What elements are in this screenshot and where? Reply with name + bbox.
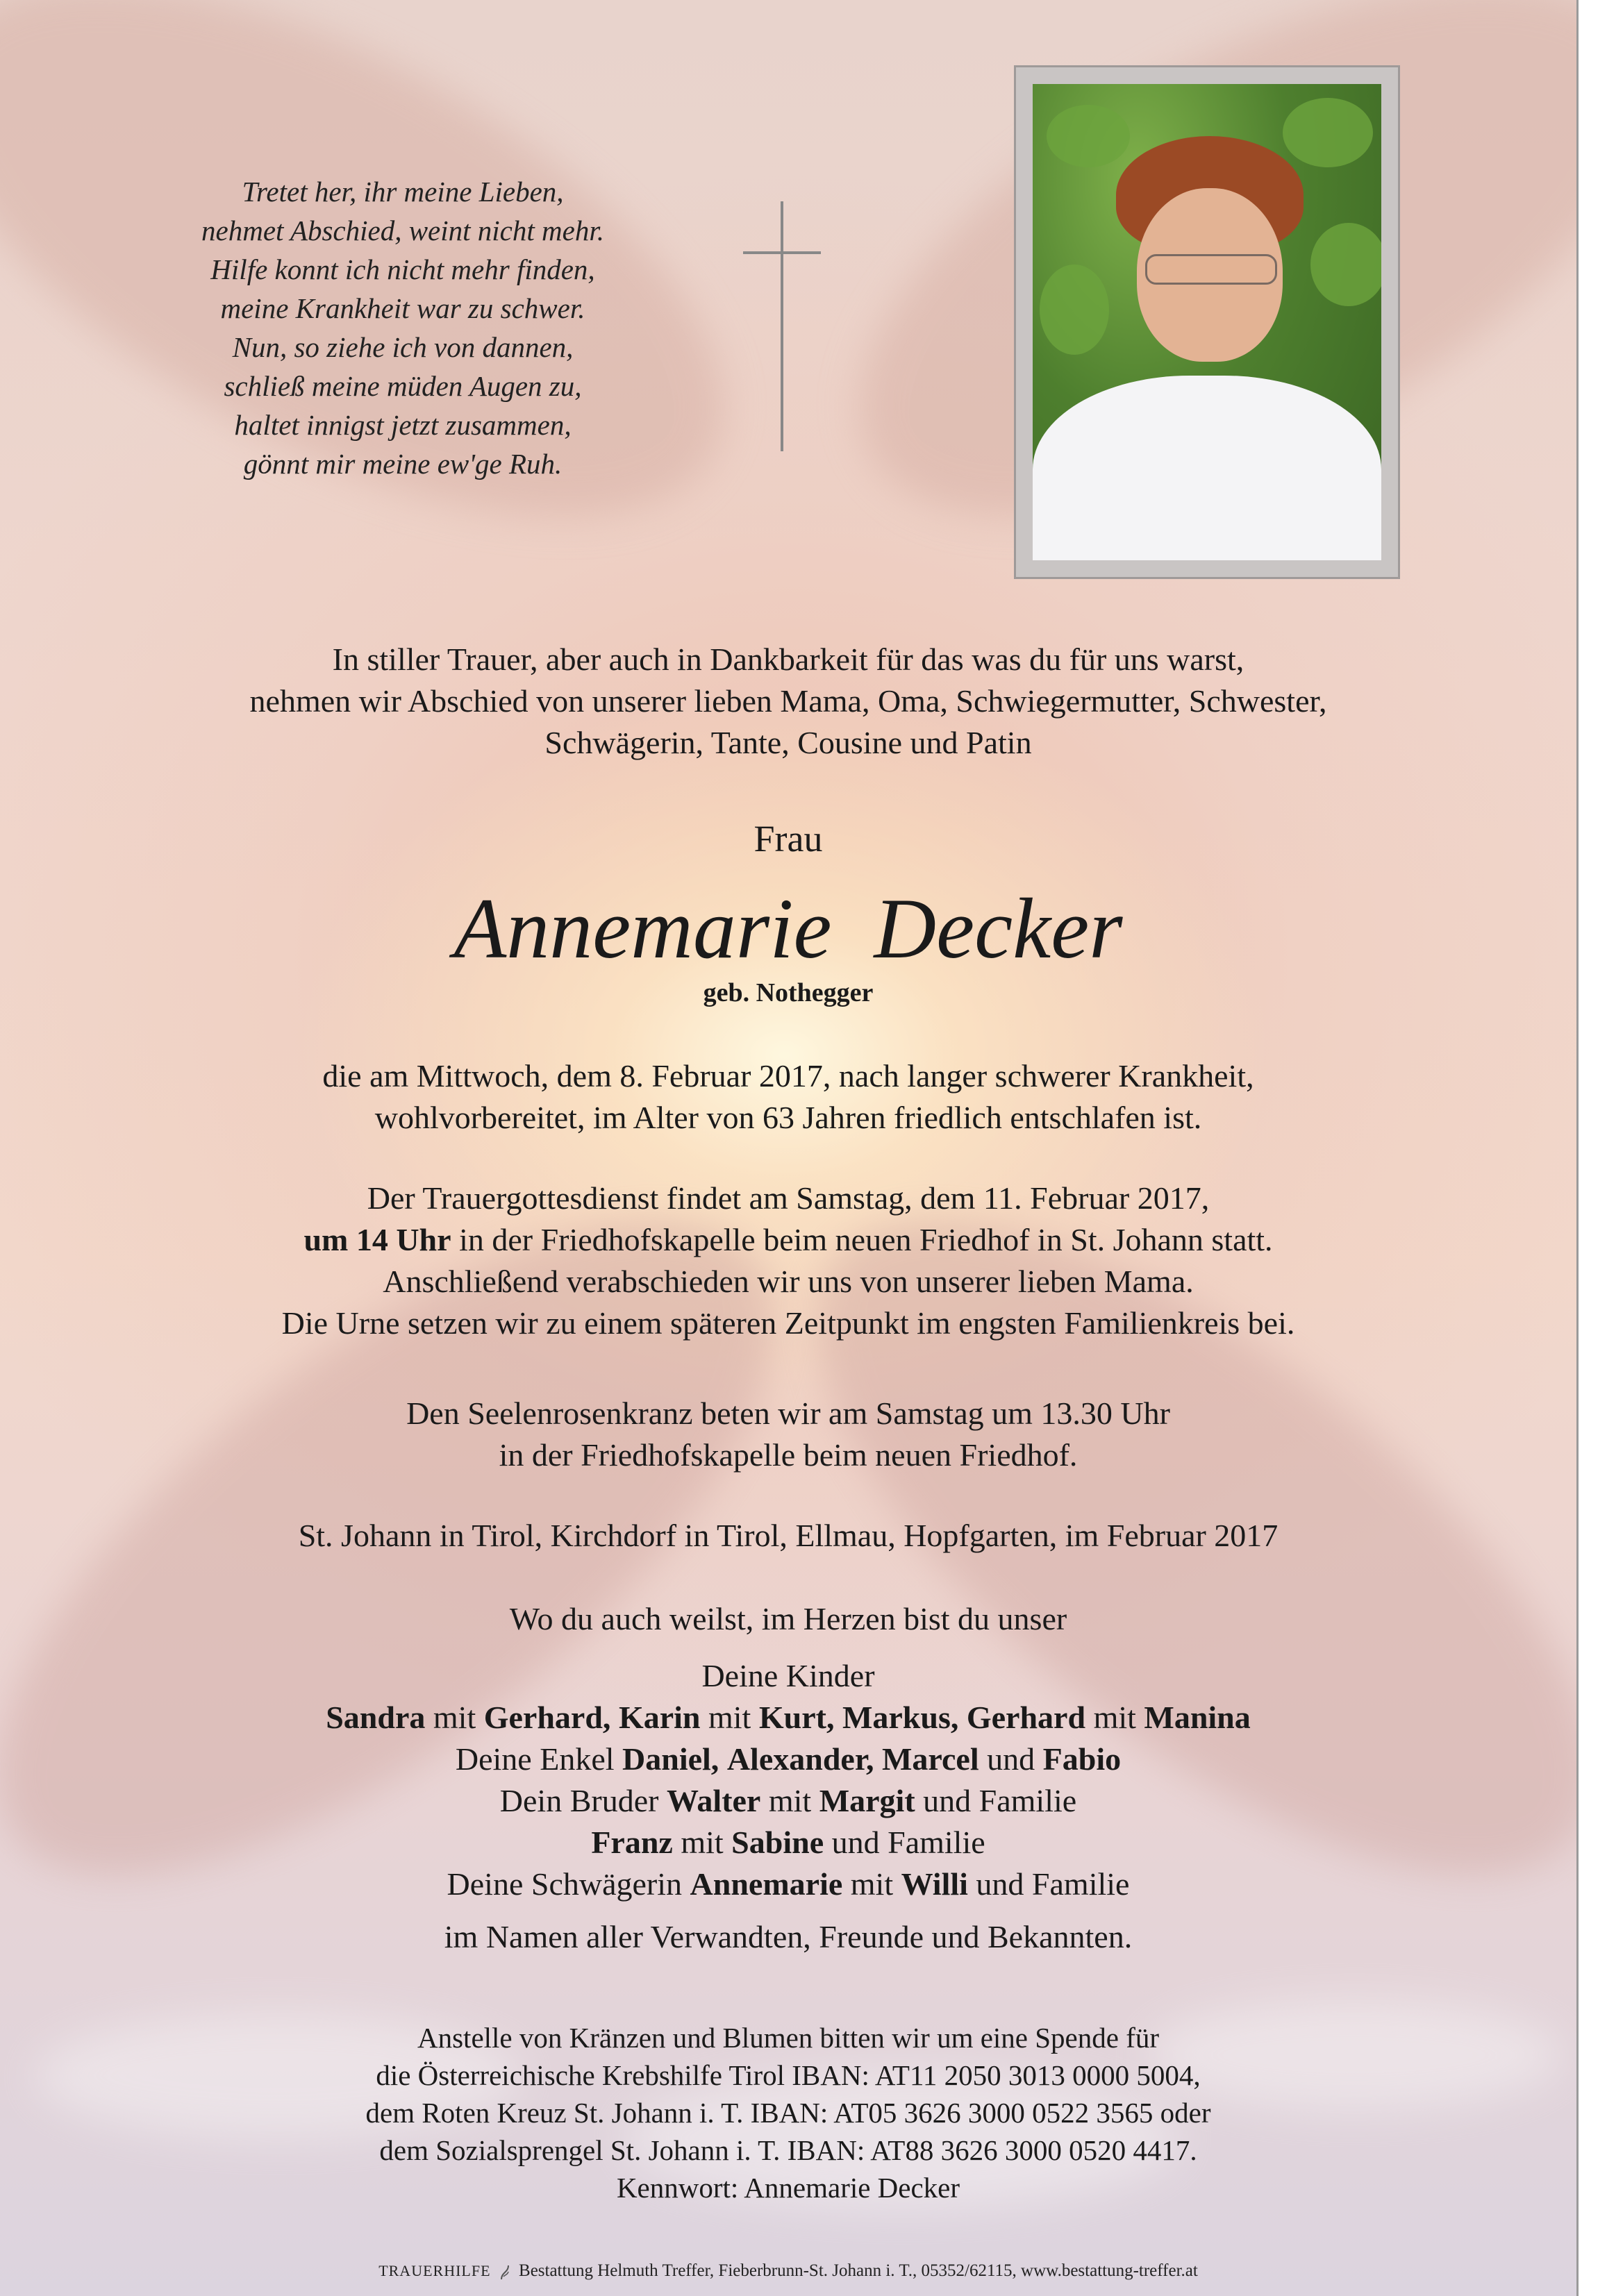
mourner-name: Fabio (1042, 1741, 1122, 1777)
mourner-name: Annemarie (690, 1866, 843, 1902)
poem-line: Hilfe konnt ich nicht mehr finden, (210, 253, 595, 285)
mourner-name: Willi (901, 1866, 968, 1902)
service-line-rest: in der Friedhofskapelle beim neuen Friedhof in St. Johann statt. (451, 1222, 1273, 1257)
donation-request (0, 2019, 1576, 2206)
connector-text: mit (760, 1783, 819, 1818)
intro-text (0, 639, 1576, 764)
mourner-name: Sandra (326, 1700, 426, 1735)
donation-line: Anstelle von Kränzen und Blumen bitten wir um eine Spende für (417, 2022, 1160, 2054)
death-notice-line: wohlvorbereitet, im Alter von 63 Jahren friedlich entschlafen ist. (374, 1100, 1202, 1135)
sister-in-law-line (0, 1863, 1576, 1905)
poem-line: schließ meine müden Augen zu, (224, 370, 582, 402)
mourner-name: Kurt, (758, 1700, 835, 1735)
footer (0, 2261, 1576, 2281)
relation-label: Deine Schwägerin (447, 1866, 690, 1902)
connector-text: und Familie (967, 1866, 1130, 1902)
donation-line: die Österreichische Krebshilfe Tirol IBAN: AT11 2050 3013 0000 5004, (376, 2059, 1201, 2091)
footer-text: Bestattung Helmuth Treffer, Fieberbrunn-St. Johann i. T., 05352/62115, www.bestattung-treffer.at (519, 2261, 1198, 2280)
mourner-name: Margit (819, 1783, 915, 1818)
page-border (1576, 0, 1579, 2296)
service-line: Anschließend verabschieden wir uns von unserer lieben Mama. (383, 1264, 1194, 1299)
funeral-home-logo-icon (499, 2263, 510, 2281)
death-notice (0, 1055, 1576, 1139)
poem-line: Tretet her, ihr meine Lieben, (242, 176, 564, 208)
portrait-frame (1014, 65, 1400, 579)
service-line: Der Trauergottesdienst findet am Samstag, dem 11. Februar 2017, (367, 1180, 1210, 1216)
connector-text (834, 1700, 842, 1735)
connector-text: mit (1085, 1700, 1144, 1735)
cross-icon (743, 201, 819, 451)
mourner-name: Manina (1144, 1700, 1251, 1735)
connector-text (610, 1700, 619, 1735)
connector-text: mit (672, 1825, 732, 1860)
connector-text: und Familie (915, 1783, 1077, 1818)
deceased-name: Annemarie Decker (453, 881, 1123, 976)
franz-line (0, 1822, 1576, 1863)
connector-text (874, 1741, 883, 1777)
rosary-info (0, 1393, 1576, 1476)
relation-label: Dein Bruder (499, 1783, 667, 1818)
poem-line: gönnt mir meine ew'ge Ruh. (243, 448, 563, 480)
donation-line: Kennwort: Annemarie Decker (616, 2172, 960, 2204)
intro-line: Schwägerin, Tante, Cousine und Patin (544, 725, 1032, 760)
footer-brand: TRAUERHILFE (378, 2262, 491, 2279)
funeral-service-info (0, 1178, 1576, 1344)
death-notice-line: die am Mittwoch, dem 8. Februar 2017, nach langer schwerer Krankheit, (322, 1058, 1254, 1093)
salutation: Frau (753, 818, 823, 860)
mourner-name: Walter (666, 1783, 761, 1818)
brother-line (0, 1780, 1576, 1822)
mourner-name: Daniel, (622, 1741, 719, 1777)
grandchildren-line (0, 1738, 1576, 1780)
connector-text: und Familie (824, 1825, 985, 1860)
connector-text: mit (425, 1700, 484, 1735)
mourner-name: Karin (618, 1700, 701, 1735)
motto-line: Wo du auch weilst, im Herzen bist du unser (509, 1601, 1067, 1636)
connector-text: mit (842, 1866, 901, 1902)
children-label: Deine Kinder (701, 1658, 875, 1693)
places-line: St. Johann in Tirol, Kirchdorf in Tirol, Ellmau, Hopfgarten, im Februar 2017 (298, 1518, 1279, 1553)
mourner-name: Alexander, (726, 1741, 874, 1777)
poem-line: nehmet Abschied, weint nicht mehr. (201, 215, 604, 246)
poem-line: Nun, so ziehe ich von dannen, (232, 331, 574, 363)
rosary-line: in der Friedhofskapelle beim neuen Friedhof. (499, 1437, 1078, 1473)
poem-line: haltet innigst jetzt zusammen, (234, 409, 572, 441)
donation-line: dem Sozialsprengel St. Johann i. T. IBAN: AT88 3626 3000 0520 4417. (379, 2134, 1197, 2166)
intro-line: In stiller Trauer, aber auch in Dankbarkeit für das was du für uns warst, (332, 642, 1244, 677)
mourner-name: Markus, (842, 1700, 959, 1735)
intro-line: nehmen wir Abschied von unserer lieben Mama, Oma, Schwiegermutter, Schwester, (249, 683, 1327, 719)
mourners-list (0, 1655, 1576, 1958)
motto (0, 1598, 1576, 1640)
connector-text (958, 1700, 967, 1735)
children-line (0, 1697, 1576, 1738)
mourner-name: Sabine (731, 1825, 824, 1860)
closing-line: im Namen aller Verwandten, Freunde und Bekannten. (444, 1919, 1133, 1954)
relation-label: Deine Enkel (455, 1741, 623, 1777)
birth-name: geb. Nothegger (703, 978, 874, 1007)
mourner-name: Gerhard, (483, 1700, 611, 1735)
rosary-line: Den Seelenrosenkranz beten wir am Samstag um 13.30 Uhr (406, 1396, 1170, 1431)
mourner-name: Gerhard (966, 1700, 1086, 1735)
poem-line: meine Krankheit war zu schwer. (220, 292, 585, 324)
connector-text: mit (700, 1700, 759, 1735)
poem (104, 172, 701, 483)
places-date (0, 1515, 1576, 1557)
service-time: um 14 Uhr (303, 1222, 451, 1257)
mourner-name: Franz (591, 1825, 673, 1860)
connector-text: und (979, 1741, 1043, 1777)
service-line: Die Urne setzen wir zu einem späteren Zeitpunkt im engsten Familienkreis bei. (281, 1305, 1295, 1341)
service-line (0, 1219, 1576, 1261)
portrait-photo (1033, 84, 1381, 560)
donation-line: dem Roten Kreuz St. Johann i. T. IBAN: AT05 3626 3000 0522 3565 oder (365, 2097, 1211, 2129)
connector-text (719, 1741, 727, 1777)
mourner-name: Marcel (882, 1741, 979, 1777)
